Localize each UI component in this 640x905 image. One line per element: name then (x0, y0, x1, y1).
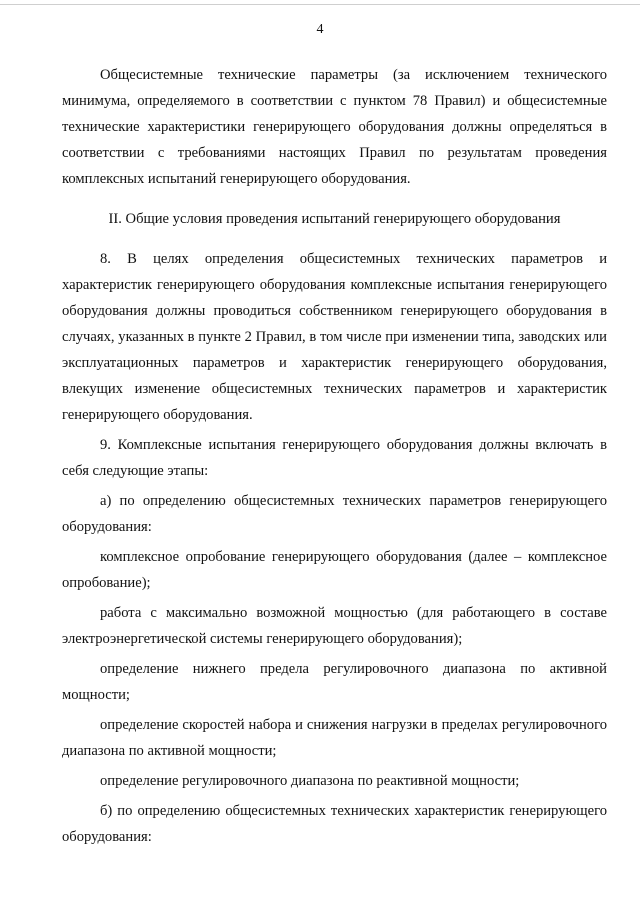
top-rule (0, 4, 640, 5)
page-number: 4 (316, 22, 324, 37)
list-item: работа с максимально возможной мощностью (для работающего в составе электроэнергетической системы генерирующего оборудования); (62, 605, 607, 647)
list-item: определение скоростей набора и снижения нагрузки в пределах регулировочного диапазона по активной мощности; (62, 717, 607, 759)
subclause-b: б) по определению общесистемных технических характеристик генерирующего оборудования: (62, 803, 607, 845)
document-body (62, 62, 607, 850)
list-item: комплексное опробование генерирующего оборудования (далее – комплексное опробование); (62, 549, 607, 591)
clause-9: 9. Комплексные испытания генерирующего оборудования должны включать в себя следующие этапы: (62, 437, 607, 479)
list-item: определение регулировочного диапазона по реактивной мощности; (100, 773, 520, 789)
list-item: определение нижнего предела регулировочного диапазона по активной мощности; (62, 661, 607, 703)
section-heading: II. Общие условия проведения испытаний генерирующего оборудования (108, 211, 561, 227)
subclause-a: а) по определению общесистемных технических параметров генерирующего оборудования: (62, 493, 607, 535)
intro-paragraph: Общесистемные технические параметры (за исключением технического минимума, определяемого в соответствии с пунктом 78 Правил) и общесистемные технические характеристики генерирующего оборудования должны определяться в соответствии с требованиями настоящих Правил по результатам проведения комплексных испытаний генерирующего оборудования. (62, 67, 607, 187)
clause-8: 8. В целях определения общесистемных технических параметров и характеристик генерирующего оборудования комплексные испытания генерирующего оборудования должны проводиться собственником генерирующего оборудования в случаях, указанных в пункте 2 Правил, в том числе при изменении типа, заводских или эксплуатационных параметров и характеристик генерирующего оборудования, влекущих изменение общесистемных технических параметров и характеристик генерирующего оборудования. (62, 251, 607, 423)
